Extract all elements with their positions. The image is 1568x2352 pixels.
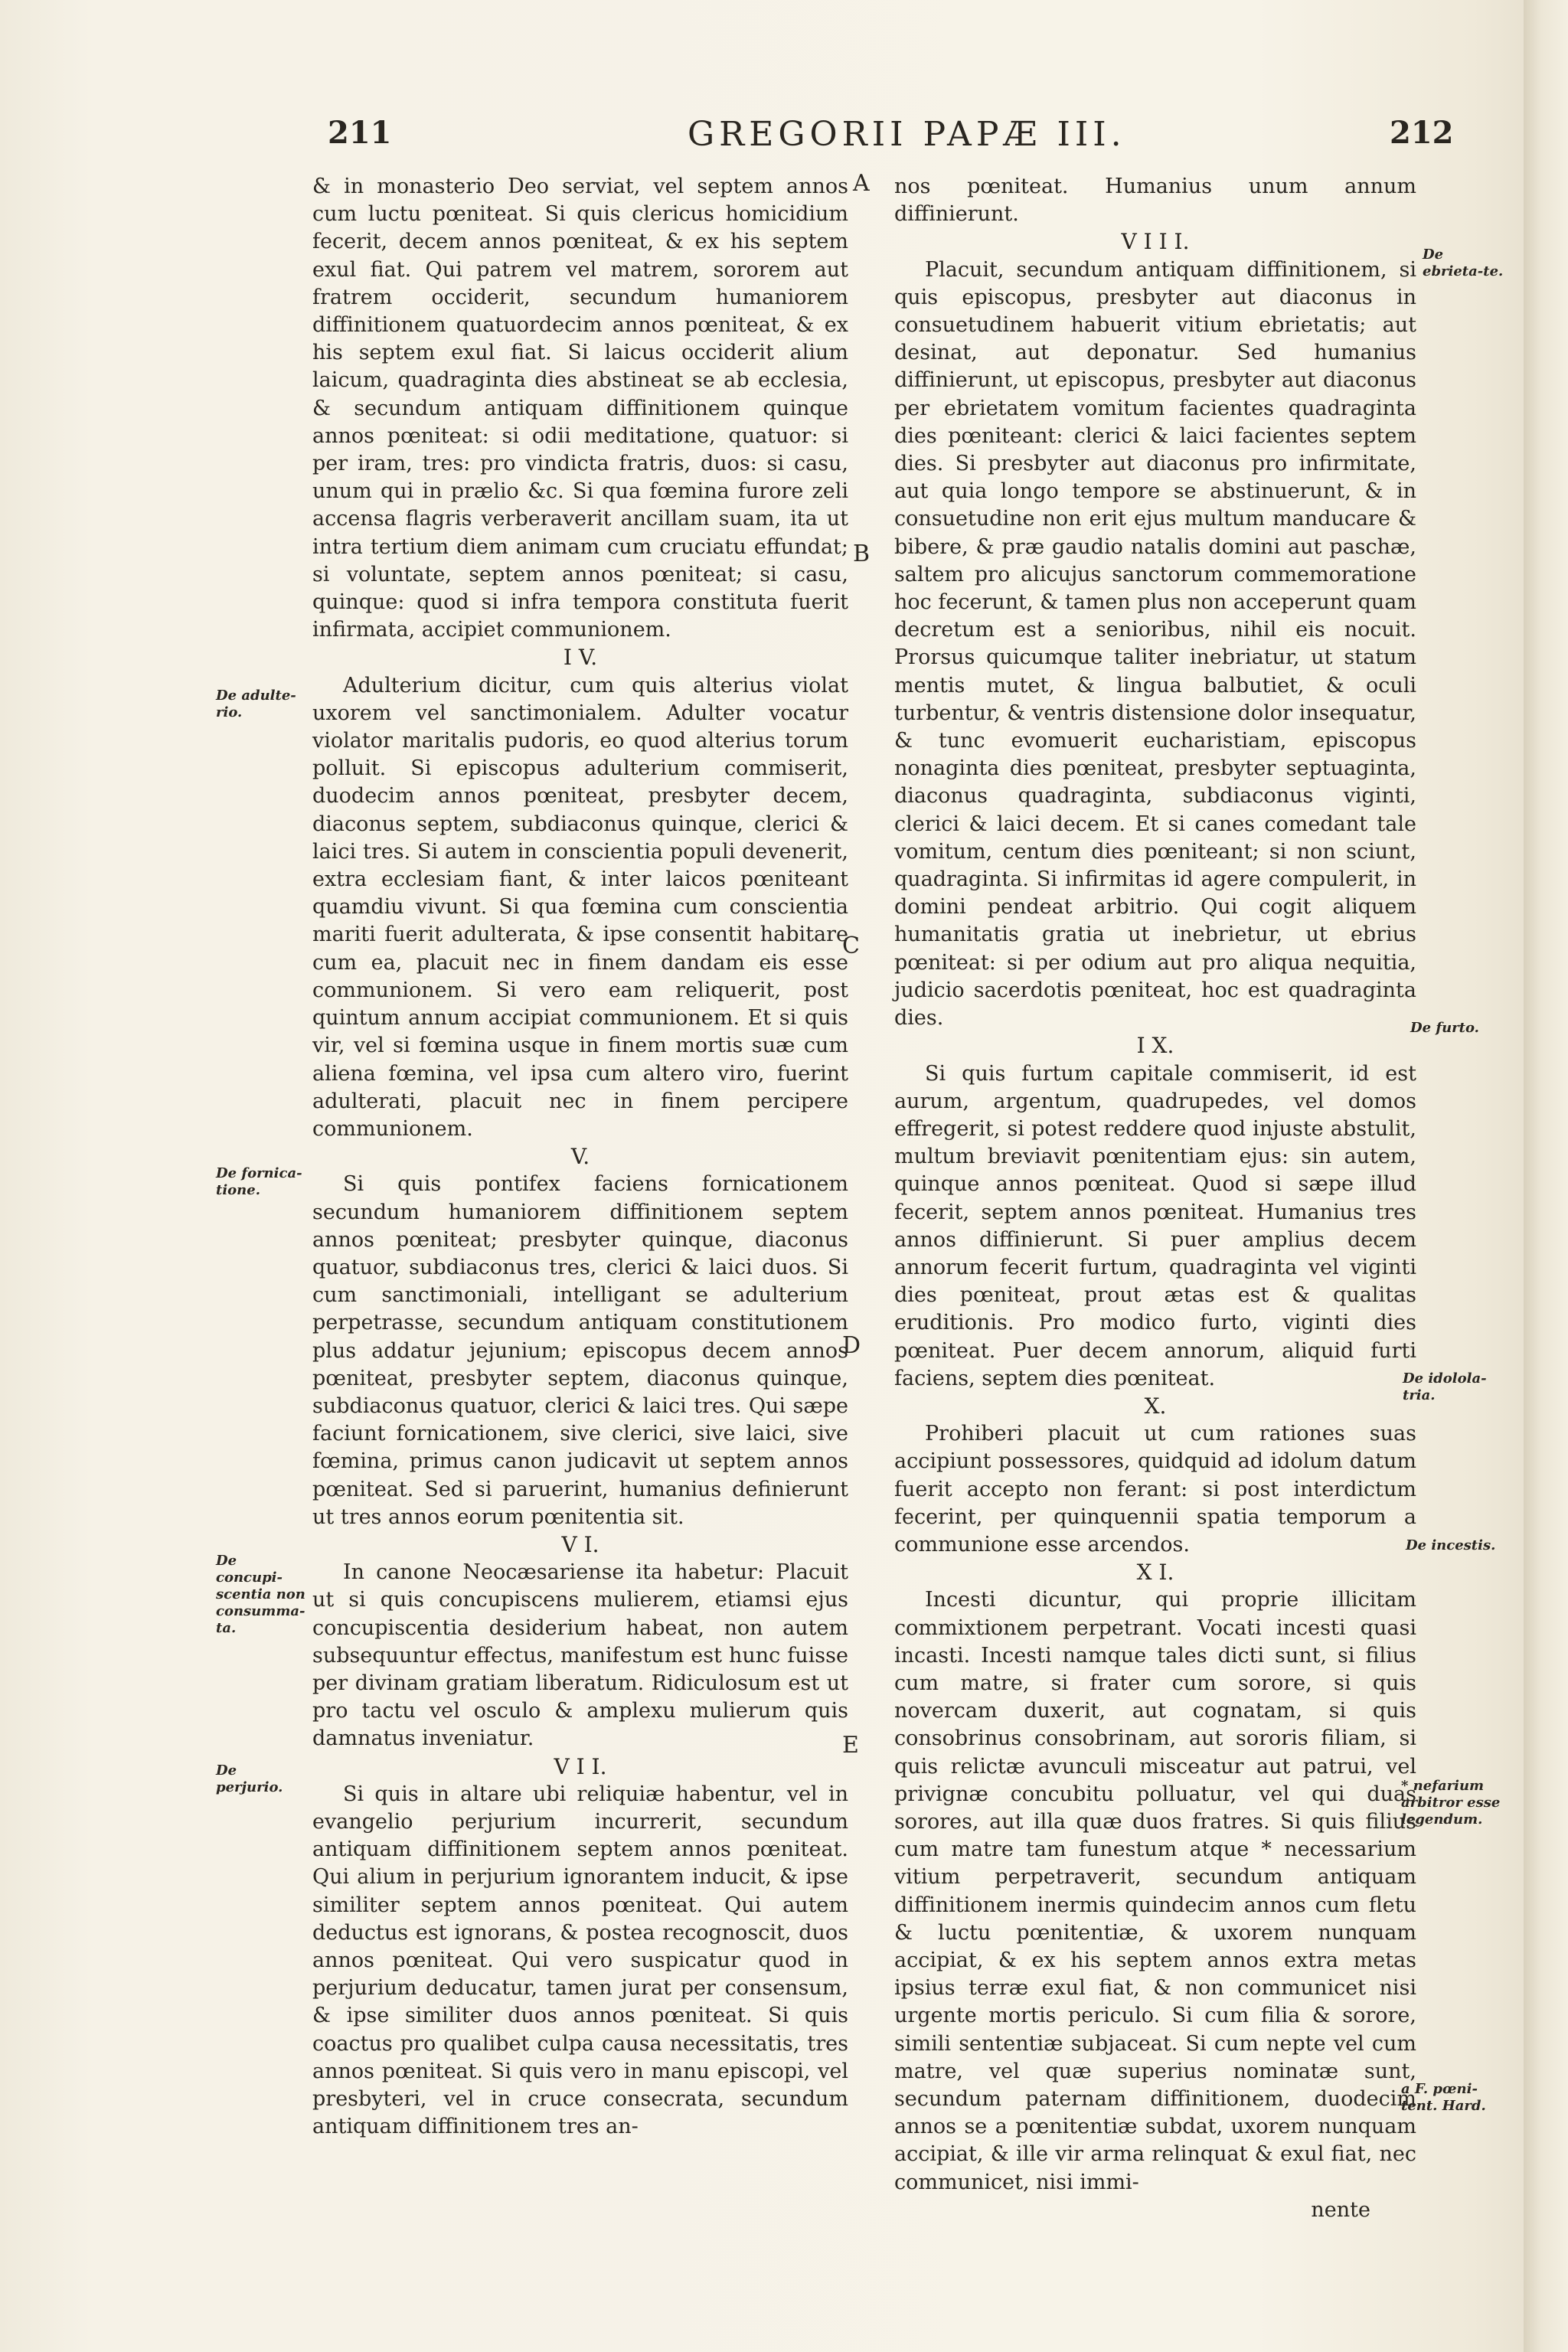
margin-note-ebrietate: De ebrieta-te.	[1423, 247, 1504, 279]
margin-note-nefarium: * nefarium arbitror esse legendum.	[1401, 1778, 1501, 1828]
section-letter-c: C	[842, 933, 860, 959]
paragraph-ix: Si quis furtum capitale commiserit, id est aurum, argentum, quadrupedes, vel domos effregerit, si potest reddere quod injuste abstulit, multum breviavit pœnitentiam ejus: sin autem, quinque annos pœniteat. Quod si sæpe illud fecerit, septem annos pœniteat. Humanius tres annos diffinierunt. Si puer amplius decem annorum fecerit furtum, quadraginta vel viginti dies pœniteat, prout ætas est & qualitas eruditionis. Pro modico furto, viginti dies pœniteat. Puer decem annorum, aliquid furti faciens, septem dies pœniteat.	[894, 1061, 1416, 1390]
margin-note-hardouin: a F. pœni-tent. Hard.	[1401, 2081, 1486, 2114]
margin-note-concupiscentia: De concupi-scentia non consumma-ta.	[216, 1553, 305, 1636]
margin-note-fornicatione: De fornica-tione.	[216, 1165, 302, 1198]
paragraph-x: Prohiberi placuit ut cum rationes suas accipiunt possessores, quidquid ad idolum datum fuerit accepto non ferant: si post interdictum fecerint, per quinquennii spatia temporum a communione esse arcendos.	[894, 1422, 1416, 1557]
section-number-vii: V I I.	[554, 1753, 607, 1779]
right-column	[894, 173, 1416, 2224]
section-letter-b: B	[853, 541, 871, 567]
section-number-ix: I X.	[1136, 1033, 1174, 1059]
section-number-xi: X I.	[1136, 1560, 1174, 1586]
section-number-v: V.	[570, 1144, 590, 1170]
margin-note-adulterio: De adulte-rio.	[216, 688, 296, 720]
section-letter-d: D	[842, 1332, 861, 1359]
margin-note-perjurio: De perjurio.	[216, 1762, 283, 1795]
paragraph-vii: Si quis in altare ubi reliquiæ habentur, vel in evangelio perjurium incurrerit, secundum antiquam diffinitionem septem annos pœniteat. Qui alium in perjurium ignorantem inducit, & ipse similiter septem annos pœniteat. Qui autem deductus est ignorans, & postea recognoscit, duos annos pœniteat. Qui vero suspicatur quod in perjurium deducatur, tamen jurat per consensum, & ipse similiter duos annos pœniteat. Si quis coactus pro qualibet culpa causa necessitatis, tres annos pœniteat. Si quis vero in manu episcopi, vel presbyteri, vel in cruce consecrata, secundum antiquam diffinitionem tres an-	[312, 1782, 848, 2139]
paragraph-intro: & in monasterio Deo serviat, vel septem annos cum luctu pœniteat. Si quis clericus homicidium fecerit, decem annos pœniteat, & ex his septem exul fiat. Qui patrem vel matrem, sororem aut fratrem occiderit, secundum humaniorem diffinitionem quatuordecim annos pœniteat, & ex his septem exul fiat. Si laicus occiderit alium laicum, quadraginta dies abstineat se ab ecclesia, & secundum antiquam diffinitionem quinque annos pœniteat: si odii meditatione, quatuor: si per iram, tres: pro vindicta fratris, duos: si casu, unum qui in prælio &c. Si qua fœmina furore zeli accensa flagris verberaverit ancillam suam, ita ut intra tertium diem animam cum cruciatu effundat; si voluntate, septem annos pœniteat; si casu, quinque: quod si infra tempora constituta fuerit infirmata, accipiet communionem.	[312, 175, 848, 642]
section-number-x: X.	[1144, 1393, 1167, 1419]
page-number-right: 212	[1390, 115, 1454, 151]
running-title: GREGORII PAPÆ III.	[688, 115, 1126, 154]
paragraph-viii: Placuit, secundum antiquam diffinitionem, si quis episcopus, presbyter aut diaconus in consuetudinem habuerit vitium ebrietatis; aut desinat, aut deponatur. Sed humanius diffinierunt, ut episcopus, presbyter aut diaconus per ebrietatem vomitum facientes quadraginta dies pœniteant: clerici & laici facientes septem dies. Si presbyter aut diaconus pro infirmitate, aut quia longo tempore se abstinuerunt, & in consuetudine non erit ejus multum manducare & bibere, & præ gaudio natalis domini aut paschæ, saltem pro alicujus sanctorum commemoratione hoc fecerunt, & tamen plus non acceperunt quam decretum est a senioribus, nihil eis nocuit. Prorsus quicumque taliter inebriatur, ut statum mentis mutet, & lingua balbutiet, & oculi turbentur, & ventris distensione dolor insequatur, & tunc evomuerit eucharistiam, episcopus nonaginta dies pœniteat, presbyter septuaginta, diaconus quadraginta, subdiaconus viginti, clerici & laici decem. Et si canes comedant tale vomitum, centum dies pœniteant; si non sciunt, quadraginta. Si infirmitas id agere compulerit, in domini pendeat arbitrio. Qui cogit aliquem humanitatis gratia ut inebrietur, ut ebrius pœniteat: si per odium aut pro aliqua nequitia, judicio sacerdotis pœniteat, hoc est quadraginta dies.	[894, 257, 1416, 1031]
paragraph-vi: In canone Neocæsariense ita habetur: Placuit ut si quis concupiscens mulierem, etiamsi ejus concupiscentia desiderium habeat, non autem subsequuntur effectus, manifestum est hunc fuisse per divinam gratiam liberatum. Ridiculosum est ut pro tactu vel osculo & amplexu mulierum quis damnatus inveniatur.	[312, 1560, 848, 1751]
section-letter-e: E	[842, 1732, 859, 1759]
page-header	[0, 115, 1568, 161]
margin-note-idololatria: De idolola-tria.	[1403, 1370, 1487, 1403]
section-letter-a: A	[853, 170, 870, 197]
paragraph-v: Si quis pontifex faciens fornicationem secundum humaniorem diffinitionem septem annos pœniteat; presbyter quinque, diaconus quatuor, subdiaconus tres, clerici & laici duos. Si cum sanctimoniali, intelligant se adulterium perpetrasse, secundum antiquam constitutionem plus addatur jejunium; episcopus decem annos pœniteat, presbyter septem, diaconus quinque, subdiaconus quatuor, clerici & laici tres. Qui sæpe faciunt fornicationem, sive clerici, sive laici, sive fœmina, primus canon judicavit ut septem annos pœniteat. Sed si paruerint, humanius definierunt ut tres annos eorum pœnitentia sit.	[312, 1172, 848, 1529]
paragraph-continued: nos pœniteat. Humanius unum annum diffinierunt.	[894, 175, 1416, 227]
paragraph-xi: Incesti dicuntur, qui proprie illicitam commixtionem perpetrant. Vocati incesti quasi incasti. Incesti namque tales dicti sunt, si filius cum matre, si frater cum sorore, si quis novercam duxerit, aut cognatam, si quis consobrinus consobrinam, aut sororis filiam, si quis relictæ avunculi misceatur aut patrui, vel privignæ concubitu polluatur, vel qui duas sorores, aut illa quæ duos fratres. Si quis filius cum matre tam funestum atque * necessarium vitium perpetraverit, secundum antiquam diffinitionem inermis quindecim annos cum fletu & luctu pœnitentiæ, & uxorem nunquam accipiat, & ex his septem annos extra metas ipsius terræ exul fiat, & non communicet nisi urgente mortis periculo. Si cum filia & sorore, simili sententiæ subjaceat. Si cum nepte vel cum matre, vel quæ superius nominatæ sunt, secundum paternam diffinitionem, duodecim annos se a pœnitentiæ subdat, uxorem nunquam accipiat, & ille vir arma relinquat & exul fiat, nec communicet, nisi immi-	[894, 1588, 1416, 2194]
section-number-viii: V I I I.	[1121, 229, 1190, 255]
section-number-vi: V I.	[561, 1531, 599, 1557]
page-number-left: 211	[328, 115, 392, 151]
section-number-iv: I V.	[563, 645, 598, 671]
left-column	[312, 173, 848, 2141]
catchword: nente	[1311, 2197, 1370, 2222]
margin-note-furto: De furto.	[1410, 1020, 1479, 1036]
margin-note-incestis: De incestis.	[1406, 1537, 1496, 1553]
facing-page-edge	[1524, 0, 1568, 2352]
paragraph-iv: Adulterium dicitur, cum quis alterius violat uxorem vel sanctimonialem. Adulter vocatur violator maritalis pudoris, eo quod alterius torum polluit. Si episcopus adulterium commiserit, duodecim annos pœniteat, presbyter decem, diaconus septem, subdiaconus quinque, clerici & laici tres. Si autem in conscientia populi devenerit, extra ecclesiam fiant, & inter laicos pœniteant quamdiu vivunt. Si qua fœmina cum conscientia mariti fuerit adulterata, & ipse consentit habitare cum ea, placuit nec in finem dandam eis esse communionem. Si vero eam reliquerit, post quintum annum accipiat communionem. Et si quis vir, vel si fœmina usque in finem mortis suæ cum aliena fœmina, vel ipsa cum altero viro, fuerint adulterati, placuit nec in finem percipere communionem.	[312, 673, 848, 1141]
